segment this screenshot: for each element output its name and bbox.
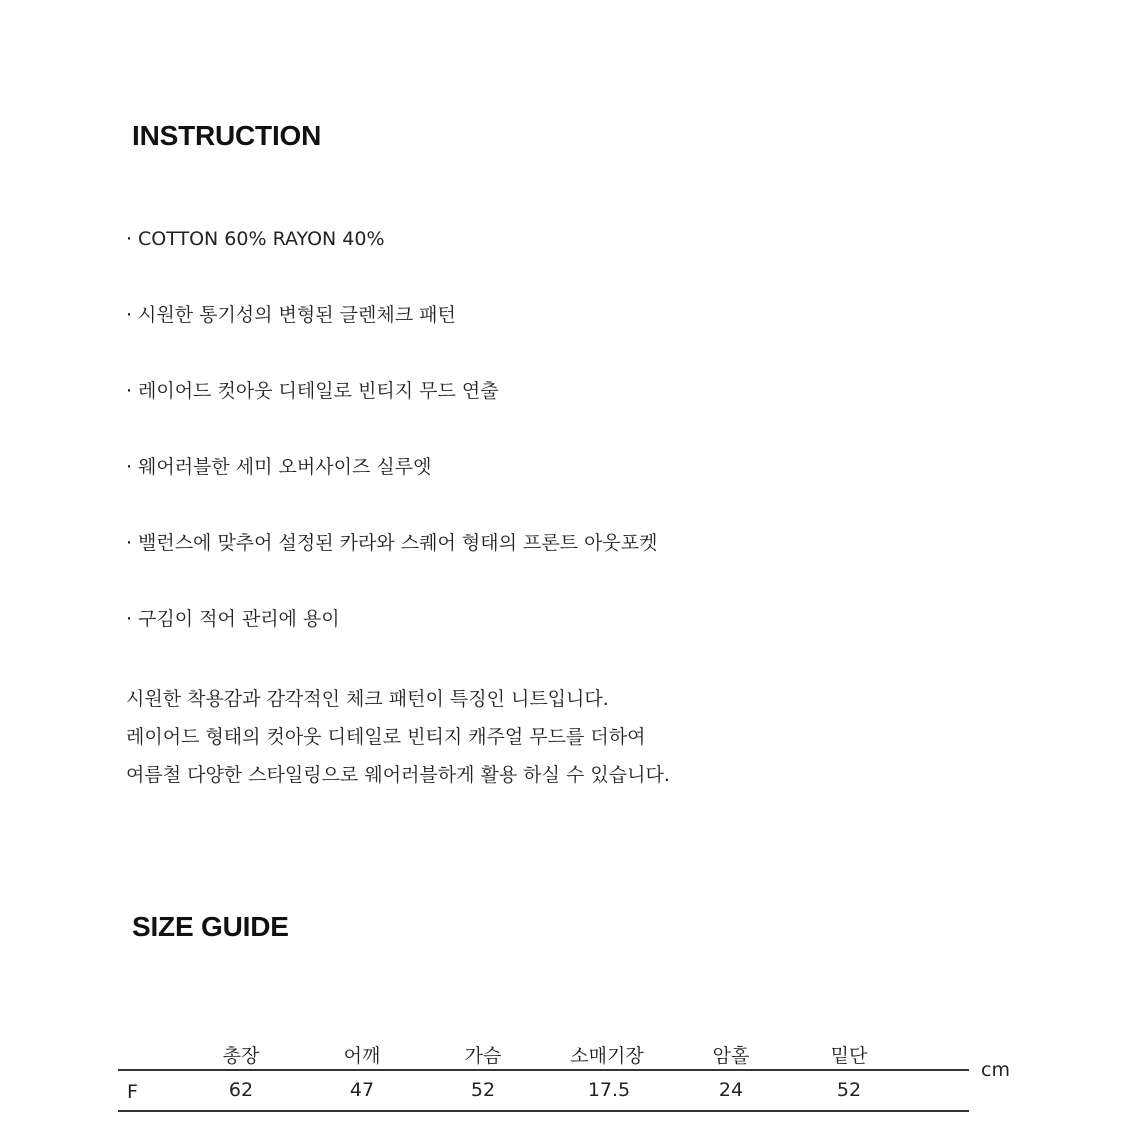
size-column-header: 소매기장 [570, 1045, 644, 1067]
bullet-dot: · [126, 456, 133, 478]
description-line: 여름철 다양한 스타일링으로 웨어러블하게 활용 하실 수 있습니다. [126, 764, 670, 786]
bullet-text: 웨어러블한 세미 오버사이즈 실루엣 [138, 456, 432, 478]
size-value: 47 [349, 1079, 375, 1101]
bullet-item [126, 224, 657, 300]
size-column-header: 어깨 [343, 1045, 381, 1067]
size-row-label: F [127, 1081, 138, 1103]
unit-label: cm [981, 1059, 1010, 1081]
bullet-dot: · [126, 608, 133, 630]
size-guide-heading: SIZE GUIDE [132, 911, 289, 942]
table-bottom-divider [118, 1110, 969, 1112]
size-value: 52 [836, 1079, 862, 1101]
bullet-item [126, 528, 657, 604]
size-column-header: 암홀 [712, 1045, 750, 1067]
bullet-dot: · [126, 228, 133, 250]
bullet-dot: · [126, 532, 133, 554]
instruction-bullet-list [126, 224, 657, 680]
bullet-text: 밸런스에 맞추어 설정된 카라와 스퀘어 형태의 프론트 아웃포켓 [138, 532, 658, 554]
bullet-dot: · [126, 380, 133, 402]
description-line: 시원한 착용감과 감각적인 체크 패턴이 특징인 니트입니다. [126, 688, 609, 710]
size-column-header: 총장 [222, 1045, 260, 1067]
bullet-text: 시원한 통기성의 변형된 글렌체크 패턴 [138, 304, 456, 326]
bullet-item [126, 452, 657, 528]
size-value: 17.5 [587, 1079, 631, 1101]
bullet-text: 구김이 적어 관리에 용이 [138, 608, 340, 630]
table-header-divider [118, 1069, 969, 1071]
size-value: 62 [228, 1079, 254, 1101]
size-column-header: 밑단 [830, 1045, 868, 1067]
size-table [118, 1036, 969, 1112]
bullet-item [126, 300, 657, 376]
instruction-heading: INSTRUCTION [132, 120, 322, 151]
bullet-item [126, 376, 657, 452]
bullet-text: COTTON 60% RAYON 40% [138, 228, 385, 250]
product-description [126, 680, 670, 794]
size-value: 52 [470, 1079, 496, 1101]
bullet-item [126, 604, 657, 680]
bullet-text: 레이어드 컷아웃 디테일로 빈티지 무드 연출 [138, 380, 499, 402]
bullet-dot: · [126, 304, 133, 326]
size-value: 24 [718, 1079, 744, 1101]
size-column-header: 가슴 [464, 1045, 502, 1067]
description-line: 레이어드 형태의 컷아웃 디테일로 빈티지 캐주얼 무드를 더하여 [126, 726, 646, 748]
